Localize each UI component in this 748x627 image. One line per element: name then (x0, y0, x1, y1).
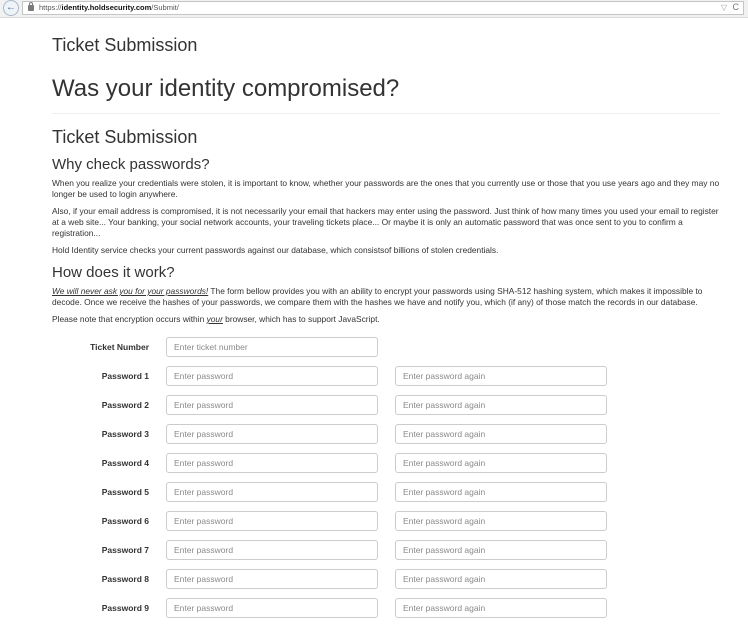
how-paragraph-1 (52, 286, 720, 308)
divider (52, 113, 720, 114)
lock-icon (28, 5, 34, 11)
password-confirm-input[interactable] (395, 366, 607, 386)
password-input[interactable] (166, 395, 378, 415)
password-label: Password 1 (101, 371, 149, 381)
password-row (52, 540, 720, 569)
password-row (52, 366, 720, 395)
password-label: Password 3 (101, 429, 149, 439)
password-label: Password 7 (101, 545, 149, 555)
url-dropdown-icon[interactable]: ▽ (720, 3, 727, 12)
password-label: Password 2 (101, 400, 149, 410)
password-confirm-input[interactable] (395, 598, 607, 618)
password-row (52, 424, 720, 453)
password-input[interactable] (166, 598, 378, 618)
password-input[interactable] (166, 511, 378, 531)
section-title: Ticket Submission (52, 127, 198, 147)
password-input[interactable] (166, 569, 378, 589)
password-input[interactable] (166, 366, 378, 386)
main-content (52, 34, 720, 325)
password-row (52, 482, 720, 511)
why-paragraph-3: Hold Identity service checks your current passwords against our database, which consistsof billions of stolen credentials. (52, 245, 499, 255)
ticket-row (52, 337, 720, 366)
password-input[interactable] (166, 540, 378, 560)
password-row (52, 453, 720, 482)
password-confirm-input[interactable] (395, 424, 607, 444)
password-label: Password 8 (101, 574, 149, 584)
password-confirm-input[interactable] (395, 511, 607, 531)
password-confirm-input[interactable] (395, 569, 607, 589)
password-confirm-input[interactable] (395, 395, 607, 415)
address-bar[interactable] (22, 1, 744, 15)
ticket-number-label: Ticket Number (90, 342, 149, 352)
your-emphasis: your (206, 314, 223, 324)
password-input[interactable] (166, 453, 378, 473)
url-prefix: https:// (39, 3, 62, 12)
password-row (52, 598, 720, 627)
url-path: /Submit/ (151, 3, 179, 12)
how-paragraph-2-a: Please note that encryption occurs within (52, 314, 207, 324)
how-heading: How does it work? (52, 264, 175, 281)
password-input[interactable] (166, 482, 378, 502)
why-heading: Why check passwords? (52, 156, 210, 173)
password-label: Password 4 (101, 458, 149, 468)
page-hero-heading: Was your identity compromised? (52, 75, 400, 102)
password-confirm-input[interactable] (395, 453, 607, 473)
password-row (52, 511, 720, 540)
ticket-number-input[interactable] (166, 337, 378, 357)
how-paragraph-2 (52, 314, 720, 325)
how-paragraph-2-b: browser, which has to support JavaScript. (222, 314, 380, 324)
back-arrow-icon[interactable]: ← (3, 0, 19, 16)
no-password-warning: We will never ask you for your passwords! (52, 286, 209, 296)
password-row (52, 569, 720, 598)
why-paragraph-2: Also, if your email address is compromised, it is not necessarily your email that hackers may enter using the password. Just think of how many times you used your email to register at a web site... Your banking, your social network accounts, your traveling tickets place... Or maybe it is only an automatic password that was once sent to you to confirm a registration... (52, 206, 719, 238)
password-label: Password 5 (101, 487, 149, 497)
password-label: Password 9 (101, 603, 149, 613)
why-paragraph-1: When you realize your credentials were stolen, it is important to know, whether your passwords are the ones that you currently use or those that you use years ago and they may no longer be used to login anywhere. (52, 178, 720, 199)
site-title[interactable]: Ticket Submission (52, 35, 198, 55)
password-row (52, 395, 720, 424)
password-label: Password 6 (101, 516, 149, 526)
password-confirm-input[interactable] (395, 540, 607, 560)
how-paragraph-1-text: The form bellow provides you with an ability to encrypt your passwords using SHA-512 hashing system, which makes it impossible to decode. Once we receive the hashes of your passwords, we compare them with the hashes we have and notify you, which (if any) of those match the records in our database. (52, 286, 703, 307)
url-host: identity.holdsecurity.com (61, 3, 152, 12)
browser-toolbar (0, 0, 748, 18)
password-input[interactable] (166, 424, 378, 444)
ticket-form (52, 337, 720, 627)
reload-icon[interactable]: C (732, 2, 739, 12)
password-confirm-input[interactable] (395, 482, 607, 502)
